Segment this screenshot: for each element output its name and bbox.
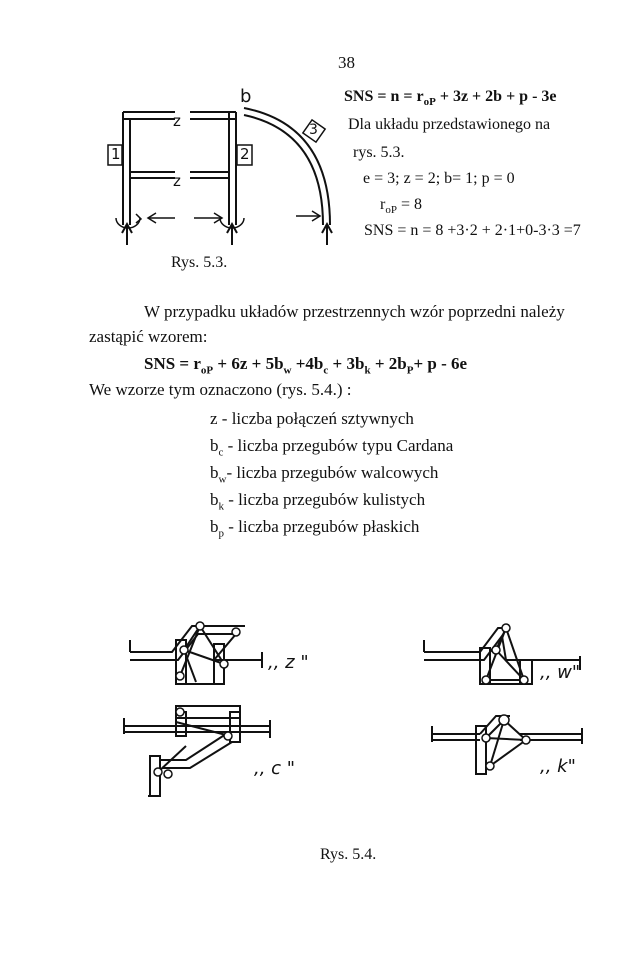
label-joint-c: ,, c " xyxy=(254,758,296,779)
label-joint-w: ,, w" xyxy=(540,662,581,683)
label-b: b xyxy=(240,86,252,107)
label-member-2: 2 xyxy=(240,145,250,163)
sns-formula-1: SNS = $n = r_{oP} + 3z + 2b + p - 3e$ xyxy=(344,88,557,109)
joint-c-drawing xyxy=(124,706,270,796)
legend-item-bp: $b_p$ - liczba przegubów płaskich xyxy=(210,517,420,540)
joint-z-drawing xyxy=(130,622,262,684)
caption-fig-5-4: Rys. 5.4. xyxy=(320,846,377,863)
legend-item-z: z - liczba połączeń sztywnych xyxy=(210,409,414,428)
formula-text-line2: Dla układu przedstawionego na xyxy=(348,116,551,133)
label-joint-z: ,, z " xyxy=(268,652,309,673)
label-z-top: z xyxy=(173,112,181,130)
page-number: 38 xyxy=(338,53,355,72)
paragraph-line1: W przypadku układów przestrzennych wzór poprzedni należy xyxy=(144,302,565,321)
formula-rop-value: $r_{oP} = 8$ xyxy=(380,196,422,217)
label-member-1: 1 xyxy=(111,145,121,163)
caption-fig-5-3: Rys. 5.3. xyxy=(171,254,228,271)
legend-item-bk: $b_k$ - liczba przegubów kulistych xyxy=(210,490,426,513)
label-z-bottom: z xyxy=(173,172,181,190)
paragraph-line2: zastąpić wzorem: xyxy=(89,327,208,346)
formula-text-line3: rys. 5.3. xyxy=(353,144,405,161)
legend-item-bc: $b_c$ - liczba przegubów typu Cardana xyxy=(210,436,454,459)
legend-intro: We wzorze tym oznaczono (rys. 5.4.) : xyxy=(89,380,352,399)
formula-text-line6: SNS = n = 8 +3·2 + 2·1+0-3·3 =7 xyxy=(364,222,581,239)
label-joint-k: ,, k" xyxy=(540,756,576,777)
formula-text-line4: e = 3; z = 2; b= 1; p = 0 xyxy=(363,170,515,187)
spatial-formula: SNS = $r_{oP} + 6z + 5b_w +4b_c + 3b_k + 2b_P+ p - 6e$ xyxy=(144,354,468,377)
legend-item-bw: $b_w-$ liczba przegubów walcowych xyxy=(210,463,439,486)
label-member-3: 3 xyxy=(309,122,318,138)
